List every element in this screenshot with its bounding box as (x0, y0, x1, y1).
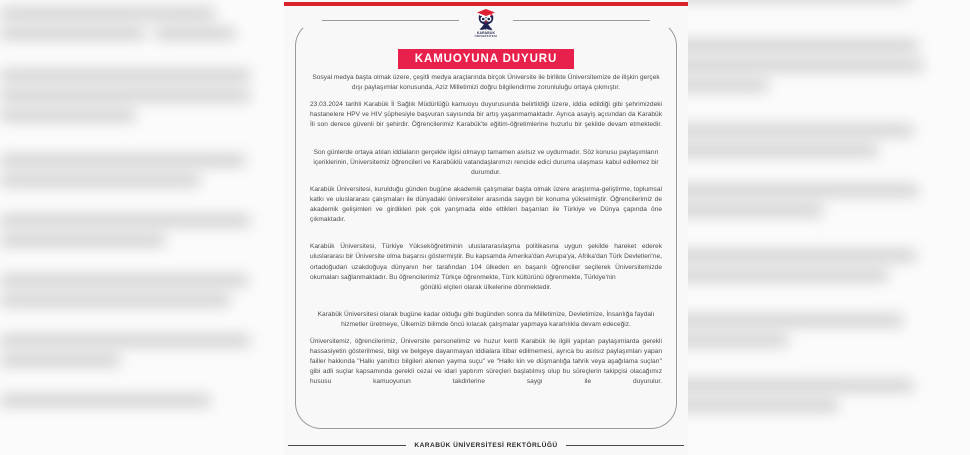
background-blur-lines-left (0, 0, 284, 455)
announcement-sheet (284, 0, 688, 455)
footer (288, 442, 684, 449)
paragraph-3: Son günlerde ortaya atılan iddiaların gerçekle ilgisi olmayıp tamamen asılsız ve uydurmadır. Söz konusu paylaşımların içeriklerinin, Üniversitemiz öğrencileri ve Karabüklü vatandaşlarımızı rencide edici duruma ulaşması kabul edilemez bir durumdur. (313, 148, 659, 176)
background-blur-lines-right (688, 0, 970, 455)
paragraph-7: Üniversitemiz, öğrencilerimiz, Üniversite personelimiz ve huzur kenti Karabük ile ilgili yapılan paylaşımlarda gerekli hassasiyetin gösterilmesi, bilgi ve belgeye dayanmayan iddialara itibar edilmemesi, ayrıca bu asılsız paylaşımları yapan failler hakkında "Halkı yanıltıcı bilgileri alenen yayma suçu" ve "Halkı kin ve düşmanlığa tahrik veya aşağılama suçları" gibi adli suçlar kapsamında gerekli cezai ve idari yaptırım süreçleri başlatılmış olup bu süreçlerin takipçisi olacağımız hususu kamuoyunun takdirlerine saygı ile duyurulur. (310, 338, 662, 386)
owl-graduation-cap-icon (473, 7, 499, 32)
announcement-body (310, 73, 662, 425)
logo-wordmark (475, 31, 498, 38)
footer-signature: KARABÜK ÜNİVERSİTESİ REKTÖRLÜĞÜ (414, 442, 558, 449)
footer-rule-left (288, 445, 406, 446)
card-top-border-left (322, 20, 468, 21)
footer-rule-right (566, 445, 684, 446)
card-top-border-right (504, 20, 650, 21)
paragraph-5-last-line: gönüllü elçileri olarak ülkelerine dönmektedir. (420, 283, 552, 291)
sheet-inner (284, 6, 688, 455)
university-logo (459, 7, 513, 47)
paragraph-6: Karabük Üniversitesi olarak bugüne kadar olduğu gibi bugünden sonra da Milletimize, Devletimize, İnsanlığa faydalı hizmetler üretmeye, Ülkemizi bilimde öncü kılacak çalışmalar yapmaya kararlılıkla devam edeceğiz. (317, 310, 655, 328)
paragraph-1: Sosyal medya başta olmak üzere, çeşitli medya araçlarında birçok Üniversite ile birlikte Üniversitemize de ilişkin gerçek dışı paylaşımlar konusunda, Aziz Milletimizi doğru bilgilendirme zorunluluğu ortaya çıkmıştır. (312, 74, 660, 92)
background-blur-left (0, 0, 284, 455)
logo-line-2: ÜNİVERSİTESİ (474, 35, 498, 39)
paragraph-4: Karabük Üniversitesi, kurulduğu günden bugüne akademik çalışmalar başta olmak üzere araştırma-geliştirme, toplumsal katkı ve uluslararası çalışmaları ile dünyadaki üniversiteler arasında saygın bir konuma yükselmiştir. Öğrencilerimiz de akademik gelişimleri ve girdikleri pek çok yarışmada elde ettikleri başarıları ile Türkiye ve Dünya çapında öne çıkmaktadır. (310, 185, 662, 224)
announcement-title-banner: KAMUOYUNA DUYURU (398, 49, 574, 69)
paragraph-2: 23.03.2024 tarihli Karabük İl Sağlık Müdürlüğü kamuoyu duyurusunda belirtildiği üzere, iddia edildiği gibi şehrimizdeki hastanelere HPV ve HIV şüphesiyle başvuran sayısında bir artış yaşanmamaktadır. Ayrıca asayiş açısından da Karabük İli son derece güvenli bir şehirdir. Öğrencilerimiz Karabük'te eğitim-öğretimlerine huzurlu bir şekilde devam etmektedir. (310, 101, 662, 129)
paragraph-5-main: Karabük Üniversitesi, Türkiye Yükseköğretiminin uluslararasılaşma politikasına uygun şekilde hareket ederek uluslararası bir Üniversite olma başarısı göstermiştir. Bu kapsamda Amerika'dan Avrupa'ya, Afrika'dan Türk Devletleri'ne, ortadoğudan uzakdoğuya dünyanın her tarafından 104 ülkeden en başarılı öğrenciler seçilerek Üniversitemizde okumaları sağlanmaktadır. Bu öğrencilerimiz Türkçe öğrenmekte, Türk kültürünü öğrenmekte, Türkiye'nin (310, 243, 662, 281)
logo-line-1: KARABÜK (476, 31, 496, 35)
banner-row (284, 49, 688, 69)
background-blur-right (688, 0, 970, 455)
paragraph-5 (310, 242, 662, 302)
